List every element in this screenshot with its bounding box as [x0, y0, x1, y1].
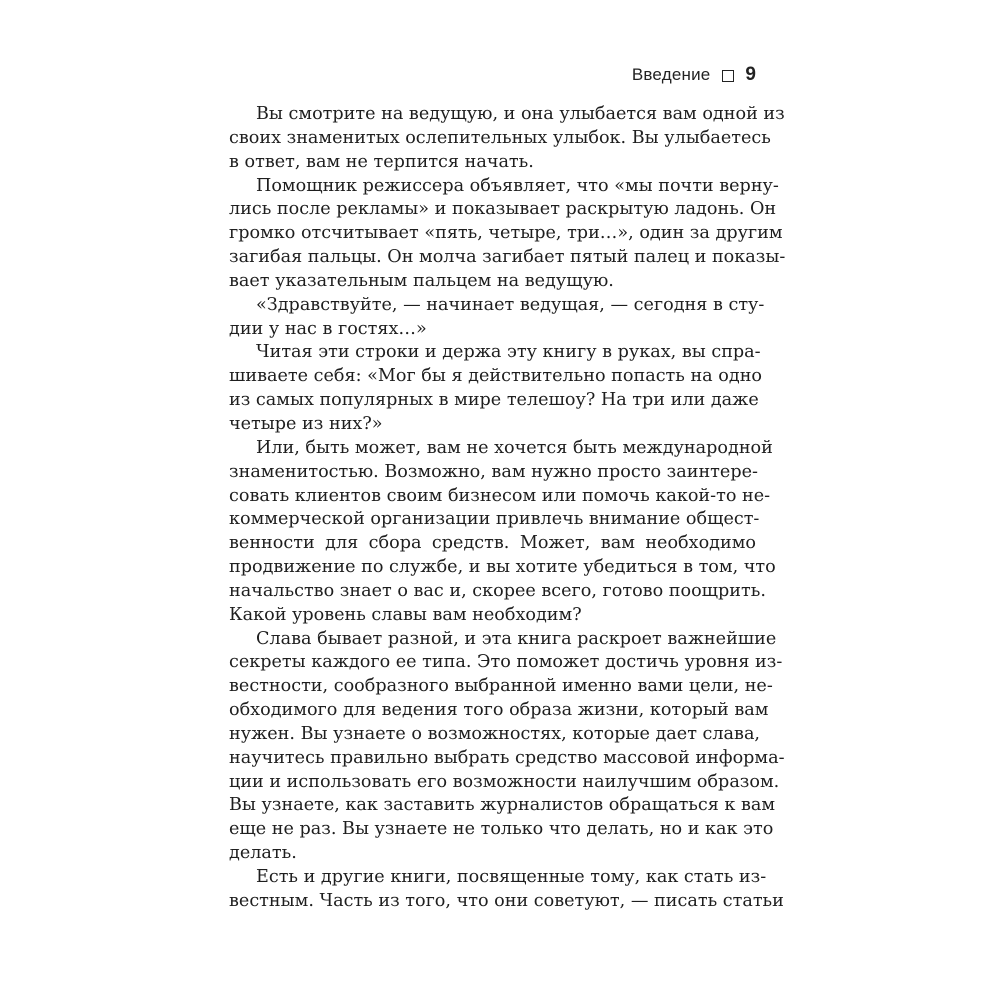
text-line: в ответ, вам не терпится начать.	[229, 151, 534, 172]
text-line: венности для сбора средств. Может, вам необходимо	[229, 533, 756, 554]
text-line: нужен. Вы узнаете о возможностях, которые дает слава,	[229, 723, 761, 744]
text-line: загибая пальцы. Он молча загибает пятый палец и показы-	[229, 247, 786, 268]
paragraph	[229, 294, 765, 342]
text-line: обходимого для ведения того образа жизни, который вам	[229, 700, 769, 721]
text-line: Или, быть может, вам не хочется быть международной	[256, 437, 773, 458]
text-line: коммерческой организации привлечь внимание общест-	[229, 509, 760, 530]
text-line: Читая эти строки и держа эту книгу в руках, вы спра-	[256, 342, 761, 363]
paragraph	[229, 628, 785, 866]
text-line: ции и использовать его возможности наилучшим образом.	[229, 771, 780, 792]
paragraph	[229, 866, 784, 914]
running-head	[632, 64, 756, 86]
text-line: из самых популярных в мире телешоу? На три или даже	[229, 390, 759, 411]
text-line: делать.	[229, 843, 297, 864]
text-line: продвижение по службе, и вы хотите убедиться в том, что	[229, 557, 776, 578]
text-line: научитесь правильно выбрать средство массовой информа-	[229, 747, 785, 768]
text-line: Есть и другие книги, посвященные тому, как стать из-	[256, 867, 767, 887]
text-line: четыре из них?»	[229, 413, 383, 434]
text-line: секреты каждого ее типа. Это поможет достичь уровня из-	[229, 652, 783, 673]
square-box-icon	[722, 70, 734, 82]
text-line: «Здравствуйте, — начинает ведущая, — сегодня в сту-	[256, 294, 765, 315]
text-line: лись после рекламы» и показывает раскрытую ладонь. Он	[229, 199, 777, 220]
text-line: громко отсчитывает «пять, четыре, три…», один за другим	[229, 223, 783, 244]
text-line: своих знаменитых ослепительных улыбок. Вы улыбаетесь	[229, 127, 771, 148]
paragraph	[229, 175, 786, 294]
text-line: вестности, сообразного выбранной именно вами цели, не-	[229, 676, 773, 697]
body-text	[229, 103, 786, 914]
text-line: Какой уровень славы вам необходим?	[229, 604, 582, 625]
text-line: начальство знает о вас и, скорее всего, готово поощрить.	[229, 580, 766, 601]
section-title: Введение	[631, 65, 711, 84]
paragraph	[229, 103, 785, 175]
text-line: еще не раз. Вы узнаете не только что делать, но и как это	[229, 819, 774, 840]
paragraph	[229, 437, 776, 628]
text-line: вает указательным пальцем на ведущую.	[229, 270, 614, 291]
text-line: вестным. Часть из того, что они советуют, — писать статьи	[229, 890, 784, 911]
page-number: 9	[745, 64, 756, 85]
text-line: Вы смотрите на ведущую, и она улыбается вам одной из	[256, 104, 785, 124]
text-line: Слава бывает разной, и эта книга раскроет важнейшие	[256, 628, 777, 649]
text-line: совать клиентов своим бизнесом или помочь какой-то не-	[229, 485, 771, 506]
text-line: Помощник режиссера объявляет, что «мы почти верну-	[256, 175, 779, 196]
text-line: дии у нас в гостях…»	[229, 318, 427, 339]
paragraph	[229, 341, 763, 436]
text-line: Вы узнаете, как заставить журналистов обращаться к вам	[229, 795, 776, 816]
text-line: знаменитостью. Возможно, вам нужно просто заинтере-	[229, 461, 758, 482]
text-line: шиваете себя: «Мог бы я действительно попасть на одно	[229, 366, 763, 387]
